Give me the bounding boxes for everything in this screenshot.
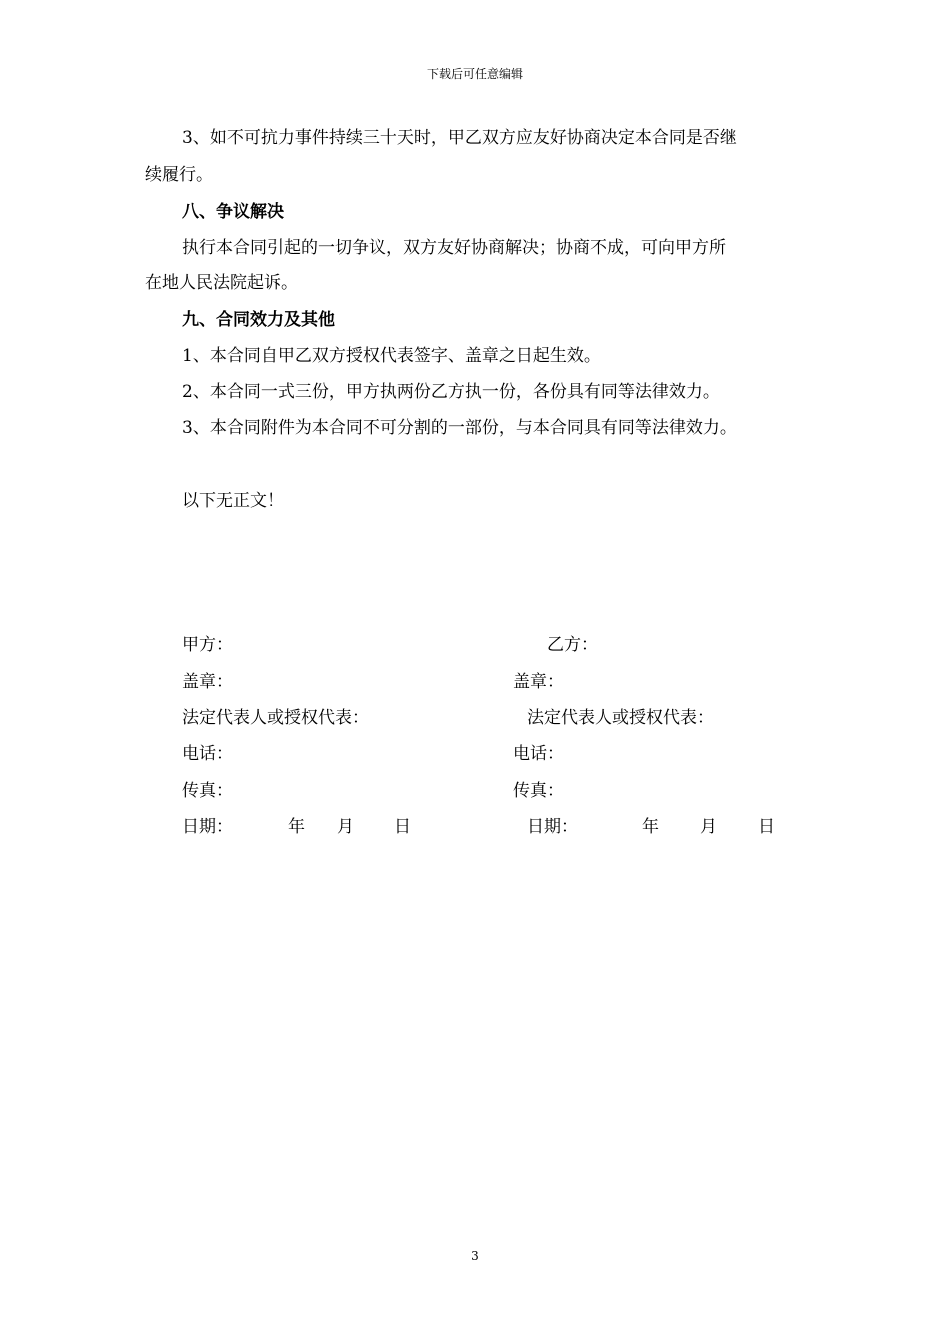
party-a-rep-label: 法定代表人或授权代表： xyxy=(182,708,369,728)
party-b-day-label: 日 xyxy=(758,817,775,837)
party-a-month-label: 月 xyxy=(337,817,354,837)
party-a-seal-label: 盖章： xyxy=(182,672,233,692)
party-b-month-label: 月 xyxy=(700,817,717,837)
party-b-rep-label: 法定代表人或授权代表： xyxy=(527,708,714,728)
party-b-label: 乙方： xyxy=(547,635,598,655)
party-b-fax-label: 传真： xyxy=(513,781,564,801)
party-a-day-label: 日 xyxy=(394,817,411,837)
section-8-title: 八、争议解决 xyxy=(182,202,284,222)
section-9-item-2: 2、本合同一式三份，甲方执两份乙方执一份，各份具有同等法律效力。 xyxy=(182,382,720,402)
party-a-fax-label: 传真： xyxy=(182,781,233,801)
party-a-phone-label: 电话： xyxy=(182,744,233,764)
clause-3-line-1: 3、如不可抗力事件持续三十天时，甲乙双方应友好协商决定本合同是否继 xyxy=(182,128,737,148)
page-header: 下载后可任意编辑 xyxy=(426,67,523,81)
page-number: 3 xyxy=(471,1249,479,1263)
end-note: 以下无正文！ xyxy=(182,491,284,511)
party-a-year-label: 年 xyxy=(288,817,305,837)
party-b-phone-label: 电话： xyxy=(513,744,564,764)
party-a-date-label: 日期： xyxy=(182,817,233,837)
party-b-date-label: 日期： xyxy=(527,817,578,837)
party-b-seal-label: 盖章： xyxy=(513,672,564,692)
section-9-item-1: 1、本合同自甲乙双方授权代表签字、盖章之日起生效。 xyxy=(182,346,601,366)
section-8-line-2: 在地人民法院起诉。 xyxy=(145,273,298,293)
section-9-title: 九、合同效力及其他 xyxy=(182,310,335,330)
party-a-label: 甲方： xyxy=(182,635,233,655)
party-b-year-label: 年 xyxy=(642,817,659,837)
section-9-item-3: 3、本合同附件为本合同不可分割的一部份，与本合同具有同等法律效力。 xyxy=(182,418,737,438)
clause-3-line-2: 续履行。 xyxy=(145,165,213,185)
section-8-line-1: 执行本合同引起的一切争议，双方友好协商解决；协商不成，可向甲方所 xyxy=(182,238,726,258)
